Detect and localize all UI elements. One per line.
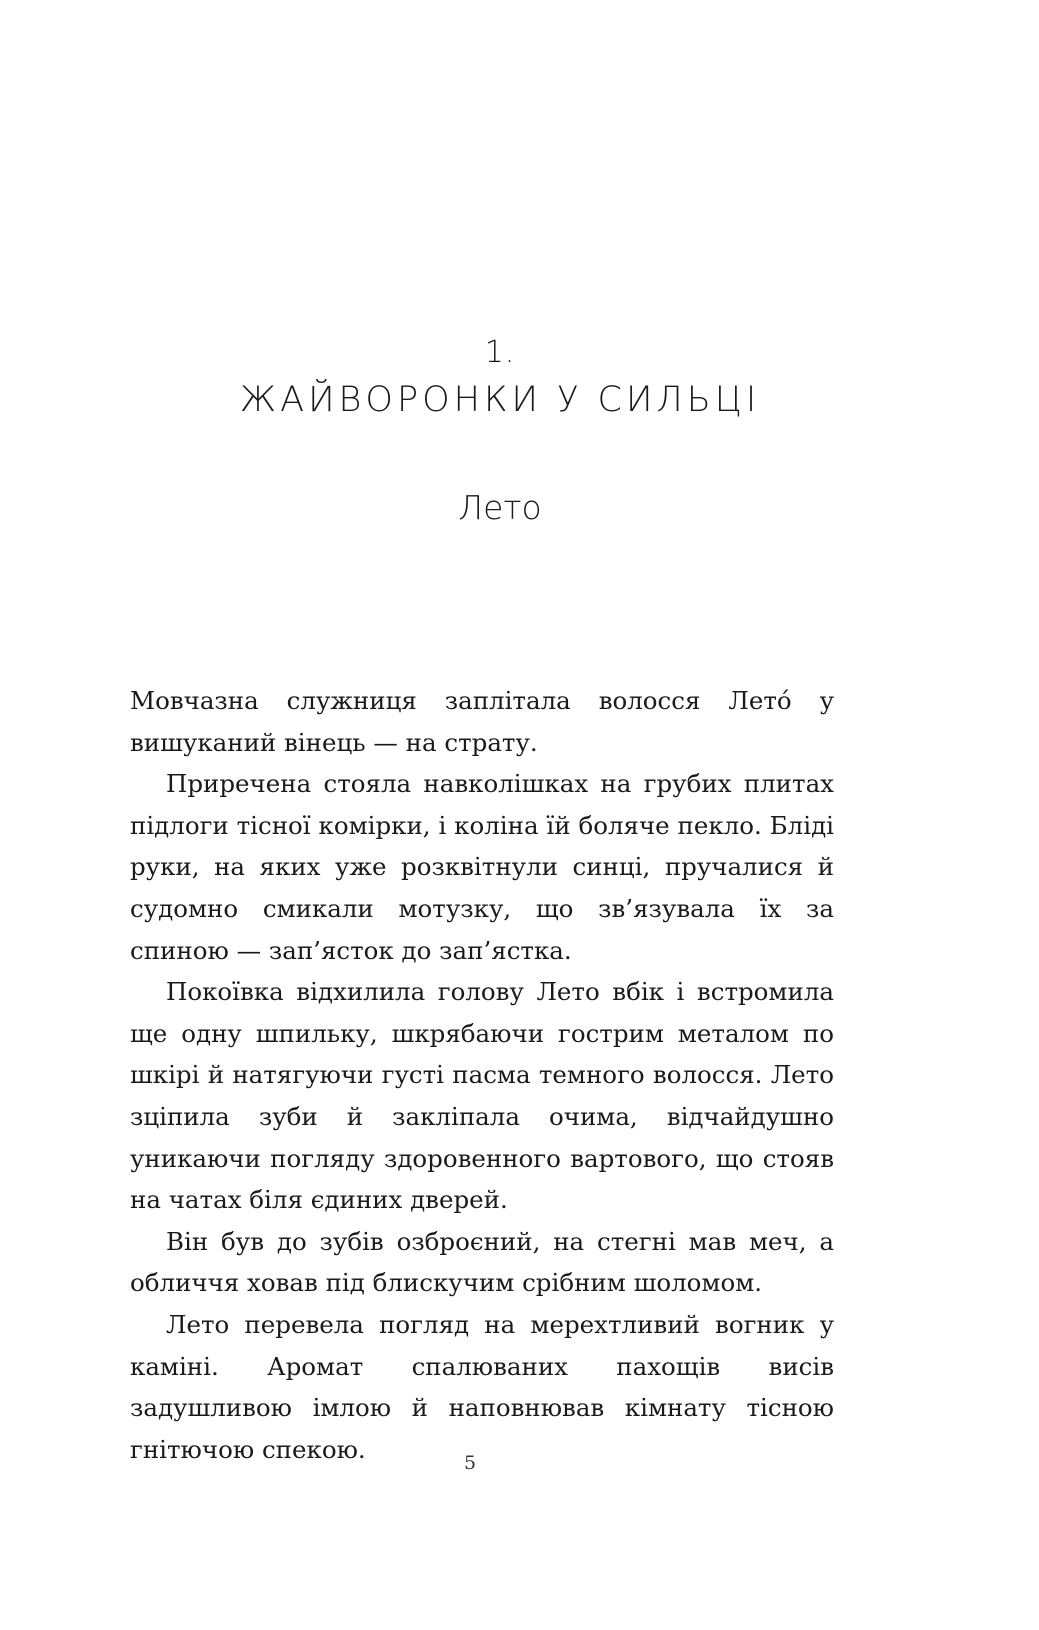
section-title: Лето [458, 488, 542, 527]
paragraph: Мовчазна служниця заплітала волосся Лето́ у вишуканий вінець — на страту. [130, 686, 834, 757]
body-text [130, 680, 834, 1470]
page-number: 5 [463, 1452, 477, 1474]
chapter-number: 1. [484, 335, 516, 370]
paragraph: Лето перевела погляд на мерехтливий вогник у каміні. Аромат спалюваних пахощів висів задушливою імлою й наповнював кімнату тісною гнітючою спекою. [130, 1309, 834, 1464]
paragraph: Він був до зубів озброєний, на стегні мав меч, а обличчя ховав під блискучим срібним шоломом. [130, 1226, 834, 1298]
chapter-title: ЖАЙВОРОНКИ У СИЛЬЦІ [239, 380, 761, 420]
paragraph: Покоївка відхилила голову Лето вбік і встромила ще одну шпильку, шкрябаючи гострим металом по шкірі й натягуючи густі пасма темного волосся. Лето зціпила зуби й закліпала очима, відчайдушно уникаючи погляду здоровенного вартового, що стояв на чатах біля єдиних дверей. [130, 977, 834, 1215]
paragraph: Приречена стояла навколішках на грубих плитах підлоги тісної комірки, і коліна їй боляче пекло. Бліді руки, на яких уже розквітнули синці, пручалися й судомно смикали мотузку, що зв’язувала їх за спиною — зап’ясток до зап’ястка. [130, 769, 834, 965]
